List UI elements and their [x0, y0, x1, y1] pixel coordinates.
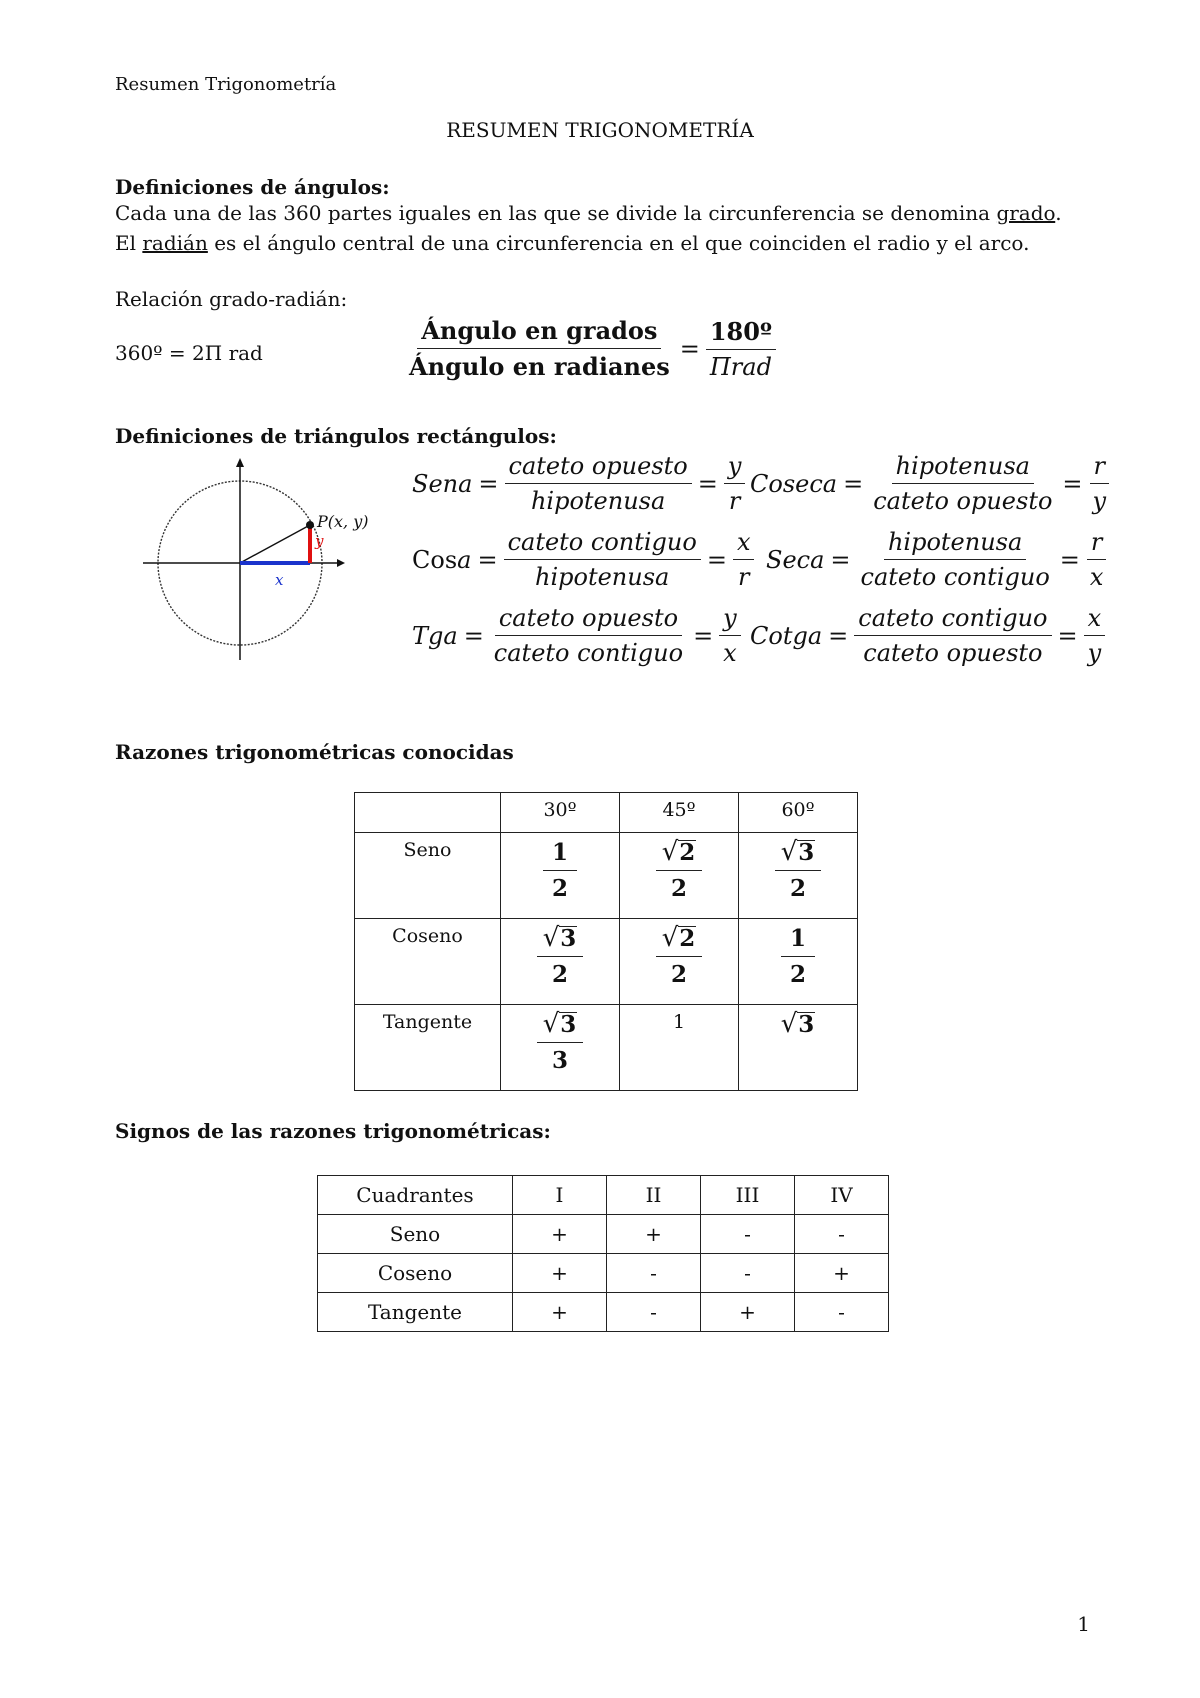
radical	[662, 925, 697, 951]
table-header-row	[355, 793, 858, 833]
den: 2	[670, 961, 687, 988]
fraction	[543, 839, 577, 902]
cosine-name-b: a	[457, 545, 472, 574]
formula-secant	[766, 528, 1107, 591]
ratio-den: y	[1092, 487, 1107, 515]
num	[537, 925, 584, 957]
signs-table	[317, 1175, 889, 1332]
angles-line2	[115, 231, 1029, 255]
num	[537, 1011, 584, 1043]
sign-cell: +	[513, 1254, 607, 1293]
row-label: Coseno	[355, 919, 501, 1005]
fraction-den: cateto opuesto	[863, 639, 1043, 667]
term-radian: radián	[142, 231, 208, 255]
column-header: 45º	[620, 793, 739, 833]
sign-cell: +	[607, 1215, 701, 1254]
column-header: III	[701, 1176, 795, 1215]
fraction	[656, 925, 703, 988]
ratio-left-fraction	[405, 316, 674, 381]
column-header: 30º	[501, 793, 620, 833]
table-row	[318, 1254, 889, 1293]
column-header: I	[513, 1176, 607, 1215]
angles-line1-text: Cada una de las 360 partes iguales en las que se divide la circunferencia se denomina	[115, 201, 997, 225]
den: 2	[670, 875, 687, 902]
cosecant-name: Coseca	[750, 469, 838, 498]
formula-sine	[412, 452, 745, 515]
ratio-num: r	[1090, 452, 1109, 484]
radius-line	[240, 525, 310, 563]
cosecant-fraction	[869, 452, 1056, 515]
relation-equation: 360º = 2Π rad	[115, 341, 263, 365]
cosine-fraction	[504, 528, 701, 591]
point-label: P(x, y)	[317, 512, 369, 531]
radicand: 2	[679, 924, 696, 952]
secant-ratio	[1086, 528, 1108, 591]
fraction-den: hipotenusa	[535, 563, 670, 591]
ratio-num: r	[1087, 528, 1106, 560]
radical-sign: √	[661, 837, 679, 867]
value-cell	[739, 919, 858, 1005]
table-row	[318, 1215, 889, 1254]
y-axis-arrow-icon	[236, 458, 244, 467]
radical	[543, 1011, 578, 1037]
ratio-equals: =	[679, 334, 700, 363]
term-grado: grado	[996, 201, 1056, 225]
value-cell	[739, 833, 858, 919]
radicand: 3	[560, 1010, 577, 1038]
sign-cell: +	[701, 1293, 795, 1332]
relation-label: Relación grado-radián:	[115, 287, 348, 311]
row-label: Seno	[355, 833, 501, 919]
sine-fraction	[505, 452, 692, 515]
cotangent-fraction	[854, 604, 1051, 667]
sign-cell: -	[795, 1215, 889, 1254]
equals-sign: =	[830, 545, 851, 574]
num	[775, 839, 822, 871]
table-header-row	[318, 1176, 889, 1215]
angles-line1	[115, 201, 1062, 225]
value-cell: 1	[620, 1005, 739, 1091]
ratio-denominator: Ángulo en radianes	[409, 352, 670, 381]
tangent-name: Tga	[412, 621, 458, 650]
tangent-fraction	[490, 604, 687, 667]
corner-cell	[355, 793, 501, 833]
ratio-num: x	[1084, 604, 1106, 636]
ratio-right-denominator: Πrad	[709, 352, 772, 381]
equals-sign: =	[463, 621, 484, 650]
equals-sign: =	[477, 545, 498, 574]
sign-cell: -	[607, 1254, 701, 1293]
fraction-num: cateto opuesto	[495, 604, 682, 636]
ratio-right-numerator: 180º	[706, 317, 776, 350]
unit-circle-diagram	[135, 455, 395, 670]
angles-heading: Definiciones de ángulos:	[115, 175, 390, 199]
equals-sign: =	[843, 469, 864, 498]
formula-cosine	[412, 528, 754, 591]
row-label: Seno	[318, 1215, 513, 1254]
fraction-num: hipotenusa	[892, 452, 1034, 484]
table-row	[318, 1293, 889, 1332]
page-title: RESUMEN TRIGONOMETRÍA	[446, 118, 754, 142]
fraction	[775, 839, 822, 902]
value-cell	[501, 1005, 620, 1091]
cotangent-ratio	[1084, 604, 1106, 667]
num: 1	[543, 839, 577, 871]
ratio-num: y	[719, 604, 741, 636]
value-cell	[501, 833, 620, 919]
value-cell	[739, 1005, 858, 1091]
sign-cell: +	[795, 1254, 889, 1293]
fraction-num: cateto opuesto	[505, 452, 692, 484]
num	[656, 839, 703, 871]
running-header: Resumen Trigonometría	[115, 74, 337, 95]
angles-line2-start: El	[115, 231, 143, 255]
num: 1	[781, 925, 815, 957]
cosine-name	[412, 546, 471, 574]
radical-sign: √	[542, 1009, 560, 1039]
fraction-num: cateto contiguo	[504, 528, 701, 560]
sign-cell: +	[513, 1293, 607, 1332]
radicand: 3	[798, 838, 815, 866]
ratio-den: x	[1089, 563, 1104, 591]
num	[656, 925, 703, 957]
radical-sign: √	[661, 923, 679, 953]
ratio-numerator: Ángulo en grados	[417, 316, 661, 349]
fraction-den: hipotenusa	[530, 487, 666, 515]
fraction	[656, 839, 703, 902]
radicand: 2	[679, 838, 696, 866]
radical	[662, 839, 697, 865]
table-row-tangente	[355, 1005, 858, 1091]
cosecant-ratio	[1089, 452, 1111, 515]
sign-cell: -	[795, 1293, 889, 1332]
fraction-num: cateto contiguo	[854, 604, 1051, 636]
fraction-num: hipotenusa	[884, 528, 1026, 560]
equals-sign: =	[1062, 469, 1083, 498]
row-label: Tangente	[355, 1005, 501, 1091]
radical-sign: √	[780, 837, 798, 867]
table-row-coseno	[355, 919, 858, 1005]
sine-name: Sena	[412, 469, 473, 498]
signs-heading: Signos de las razones trigonométricas:	[115, 1119, 551, 1143]
page-number: 1	[1077, 1612, 1090, 1636]
ratio-den: x	[723, 639, 737, 667]
ratio-right-fraction	[706, 317, 776, 381]
column-header: Cuadrantes	[318, 1176, 513, 1215]
den: 3	[551, 1047, 568, 1074]
den: 2	[789, 961, 806, 988]
known-ratios-heading: Razones trigonométricas conocidas	[115, 740, 514, 764]
den: 2	[551, 875, 568, 902]
x-label: x	[275, 571, 284, 589]
ratio-den: y	[1087, 639, 1102, 667]
sign-cell: -	[701, 1254, 795, 1293]
cotangent-name: Cotga	[750, 621, 823, 650]
column-header: 60º	[739, 793, 858, 833]
fraction-den: cateto opuesto	[873, 487, 1053, 515]
value-cell	[620, 833, 739, 919]
radical-sign: √	[780, 1009, 798, 1039]
table-row-seno	[355, 833, 858, 919]
den: 2	[551, 961, 568, 988]
known-ratios-table	[354, 792, 858, 1091]
cosine-name-a: Cos	[412, 545, 458, 574]
value-cell	[501, 919, 620, 1005]
sign-cell: +	[513, 1215, 607, 1254]
fraction-den: cateto contiguo	[493, 639, 684, 667]
formula-cotangent	[750, 604, 1105, 667]
equals-sign: =	[478, 469, 499, 498]
row-label: Coseno	[318, 1254, 513, 1293]
radicand: 3	[560, 924, 577, 952]
radicand: 3	[798, 1010, 815, 1038]
fraction-den: cateto contiguo	[860, 563, 1050, 591]
value-cell	[620, 919, 739, 1005]
ratio-num: y	[724, 452, 746, 484]
ratio-den: r	[728, 487, 741, 515]
ratio-den: r	[737, 563, 750, 591]
radical-sign: √	[542, 923, 560, 953]
formula-tangent	[412, 604, 741, 667]
sign-cell: -	[701, 1215, 795, 1254]
formula-cosecant	[750, 452, 1110, 515]
column-header: IV	[795, 1176, 889, 1215]
triangles-heading: Definiciones de triángulos rectángulos:	[115, 424, 557, 448]
equals-sign: =	[1057, 621, 1078, 650]
equals-sign: =	[697, 469, 718, 498]
y-label: y	[315, 532, 324, 550]
radical	[543, 925, 578, 951]
degree-radian-ratio	[405, 316, 776, 381]
radical	[781, 1011, 816, 1037]
cosine-ratio	[733, 528, 755, 591]
sine-ratio	[724, 452, 746, 515]
secant-fraction	[857, 528, 1054, 591]
row-label: Tangente	[318, 1293, 513, 1332]
equals-sign: =	[828, 621, 849, 650]
fraction	[537, 925, 584, 988]
fraction	[537, 1011, 584, 1074]
equals-sign: =	[1059, 545, 1080, 574]
secant-name: Seca	[766, 545, 825, 574]
angles-line1-end: .	[1055, 201, 1062, 225]
x-axis-arrow-icon	[337, 559, 345, 567]
equals-sign: =	[693, 621, 714, 650]
angles-line2-text: es el ángulo central de una circunferencia en el que coinciden el radio y el arco.	[207, 231, 1030, 255]
sign-cell: -	[607, 1293, 701, 1332]
fraction	[781, 925, 815, 988]
ratio-num: x	[733, 528, 755, 560]
den: 2	[789, 875, 806, 902]
column-header: II	[607, 1176, 701, 1215]
equals-sign: =	[706, 545, 727, 574]
radical	[781, 839, 816, 865]
tangent-ratio	[719, 604, 741, 667]
point-p	[306, 521, 314, 529]
